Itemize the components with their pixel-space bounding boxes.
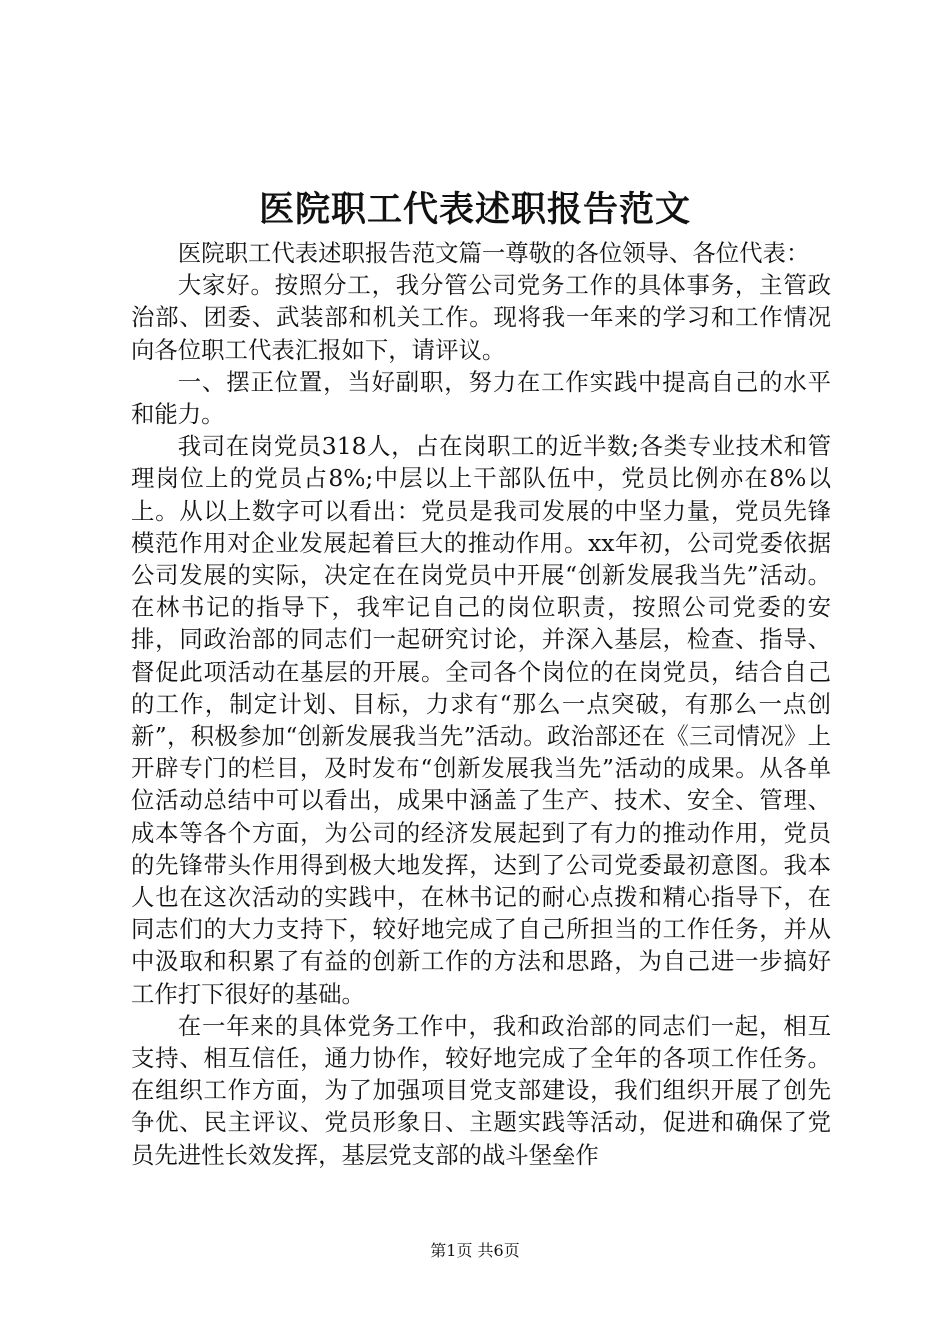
document-body (131, 237, 831, 1171)
document-title: 医院职工代表述职报告范文 (258, 189, 691, 230)
page-footer: 第1页 共6页 (430, 1241, 520, 1260)
paragraph-party-work: 在一年来的具体党务工作中，我和政治部的同志们一起，相互支持、相互信任，通力协作，较好地完成了全年的各项工作任务。在组织工作方面，为了加强项目党支部建设，我们组织开展了创先争优、民主评议、党员形象日、主题实践等活动，促进和确保了党员先进性长效发挥，基层党支部的战斗堡垒作 (131, 1011, 831, 1169)
paragraph-greeting: 医院职工代表述职报告范文篇一尊敬的各位领导、各位代表： (177, 239, 810, 267)
paragraph-section-heading: 一、摆正位置，当好副职，努力在工作实践中提高自己的水平和能力。 (131, 367, 831, 429)
paragraph-intro: 大家好。按照分工，我分管公司党务工作的具体事务，主管政治部、团委、武装部和机关工作。现将我一年来的学习和工作情况向各位职工代表汇报如下，请评议。 (131, 271, 831, 364)
paragraph-party-members: 我司在岗党员318人，占在岗职工的近半数;各类专业技术和管理岗位上的党员占8%;中层以上干部队伍中，党员比例亦在8%以上。从以上数字可以看出：党员是我司发展的中坚力量，党员先锋模范作用对企业发展起着巨大的推动作用。xx年初，公司党委依据公司发展的实际，决定在在岗党员中开展“创新发展我当先”活动。在林书记的指导下，我牢记自己的岗位职责，按照公司党委的安排，同政治部的同志们一起研究讨论，并深入基层，检查、指导、督促此项活动在基层的开展。全司各个岗位的在岗党员，结合自己的工作，制定计划、目标，力求有“那么一点突破，有那么一点创新”，积极参加“创新发展我当先”活动。政治部还在《三司情况》上开辟专门的栏目，及时发布“创新发展我当先”活动的成果。从各单位活动总结中可以看出，成果中涵盖了生产、技术、安全、管理、成本等各个方面，为公司的经济发展起到了有力的推动作用，党员的先锋带头作用得到极大地发挥，达到了公司党委最初意图。我本人也在这次活动的实践中，在林书记的耐心点拨和精心指导下，在同志们的大力支持下，较好地完成了自己所担当的工作任务，并从中汲取和积累了有益的创新工作的方法和思路，为自己进一步搞好工作打下很好的基础。 (131, 432, 831, 1008)
